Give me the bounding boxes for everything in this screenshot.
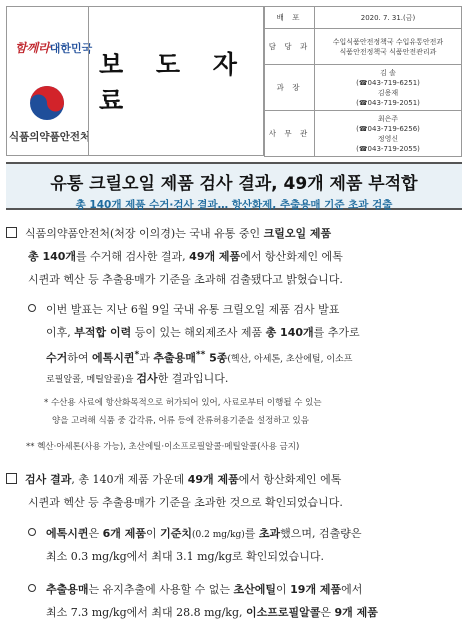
text-run: 수거 <box>46 351 68 365</box>
director-line: 김용재 <box>377 88 399 97</box>
circle-bullet-icon <box>28 528 36 536</box>
footnote-mark: * <box>134 350 140 360</box>
department-line: 수입식품안전정책국 수입유통안전과 <box>332 37 444 46</box>
taegeuk-emblem-icon <box>29 85 65 121</box>
square-bullet-icon <box>6 473 17 484</box>
text-run: 검사 결과 <box>25 473 72 486</box>
text-run: 에톡시퀸 <box>46 527 89 540</box>
text-run: 크릴오일 제품 <box>263 227 332 240</box>
text-run: 은 <box>88 527 103 540</box>
text-run: 이번 발표는 지난 6월 9일 국내 유통 크릴오일 제품 검사 발표 <box>46 303 340 316</box>
paragraph-summary <box>6 222 462 291</box>
text-run: 이 <box>276 583 291 596</box>
text-run: 했으며, 검출량은 <box>280 527 362 540</box>
text-run: 최소 7.3 mg/kg에서 최대 28.8 mg/kg, <box>46 606 246 619</box>
release-date-value: 2020. 7. 31.(금) <box>315 7 462 29</box>
text-run: 이소프로필알콜 <box>246 606 321 619</box>
text-run: 총 140개 <box>265 326 314 339</box>
text-run: 총 140개 <box>28 250 77 263</box>
headline: 유통 크릴오일 제품 검사 결과, 49개 제품 부적합 <box>50 174 418 194</box>
department-value <box>315 29 462 65</box>
text-run: 를 <box>244 527 259 540</box>
text-run: 초산에틸 <box>233 583 277 596</box>
press-release-title-cell <box>88 6 264 156</box>
footnote-mark: ** <box>195 350 206 360</box>
department-line: 식품안전정책국 식품안전관리과 <box>339 47 437 56</box>
text-run: 추출용매 <box>46 583 89 596</box>
subheadline: 총 140개 제품 수거·검사 결과… 항산화제, 추출용매 기준 초과 검출 <box>75 199 393 211</box>
text-run: 5종 <box>205 351 228 365</box>
circle-bullet-icon <box>28 584 36 592</box>
director-label: 과 장 <box>265 65 315 111</box>
officer-line: (☎043-719-6256) <box>356 124 420 133</box>
text-run: 등이 있는 해외제조사 제품 <box>131 326 266 339</box>
officer-value <box>315 111 462 157</box>
release-date-label: 배 포 <box>265 7 315 29</box>
text-run: 에톡시퀸 <box>92 351 135 365</box>
text-run: 에서 항산화제인 에톡 <box>238 473 342 486</box>
officer-line: 정영신 <box>377 134 399 143</box>
text-run: 이후, <box>46 326 75 339</box>
slogan-blue: 대한민국 <box>49 42 93 55</box>
text-run: (헥산, 아세톤, 초산에틸, 이소프 <box>227 354 353 365</box>
officer-line: (☎043-719-2055) <box>356 144 420 153</box>
text-run: 최소 0.3 mg/kg에서 최대 3.1 mg/kg로 확인되었습니다. <box>46 550 324 563</box>
text-run: 에서 항산화제인 에톡 <box>240 250 343 263</box>
slogan-red: 함께라 <box>15 41 50 55</box>
footnote-line: ** 헥산·아세톤(사용 가능), 초산에틸·이소프로필알콜·메틸알콜(사용 금지) <box>26 442 300 452</box>
press-header <box>6 6 462 156</box>
director-line: 김 솔 <box>380 68 396 77</box>
square-bullet-icon <box>6 227 17 238</box>
paragraph-background <box>6 298 462 390</box>
logo-area <box>6 6 93 156</box>
text-run: 는 유지추출에 사용할 수 없는 <box>88 583 234 596</box>
text-run: 로필알콜, 메틸알콜)을 <box>46 375 137 385</box>
officer-label: 사 무 관 <box>265 111 315 157</box>
department-label: 담 당 과 <box>265 29 315 65</box>
agency-name: 식품의약품안전처 <box>9 131 91 143</box>
text-run: (0.2 mg/kg) <box>192 530 245 540</box>
footnote-2 <box>6 438 462 456</box>
footnote-1 <box>6 394 462 430</box>
text-run: 에서 <box>341 583 363 596</box>
text-run: 과 <box>139 351 154 365</box>
text-run: 시퀸과 헥산 등 추출용매가 기준을 초과한 것으로 확인되었습니다. <box>28 496 343 509</box>
footnote-line: 양을 고려해 식품 중 갑각류, 어류 등에 잔류허용기준을 설정하고 있음 <box>52 416 309 426</box>
slogan-logo <box>15 39 92 56</box>
text-run: 를 추가로 <box>313 326 360 339</box>
text-run: 추출용매 <box>153 351 196 365</box>
text-run: 이 <box>146 527 161 540</box>
text-run: 한 결과입니다. <box>157 372 229 385</box>
text-run: 하여 <box>67 351 93 365</box>
contact-info-table <box>264 6 462 157</box>
text-run: 검사 <box>136 372 158 385</box>
text-run: 49개 제품 <box>187 473 239 486</box>
headline-band <box>6 162 462 210</box>
text-run: 식품의약품안전처(처장 이의경)는 국내 유통 중인 <box>25 227 264 240</box>
director-line: (☎043-719-6251) <box>356 78 420 87</box>
director-line: (☎043-719-2051) <box>356 98 420 107</box>
text-run: 9개 제품 <box>334 606 378 619</box>
director-value <box>315 65 462 111</box>
text-run: 기준치 <box>160 527 193 540</box>
footnote-line: * 수산용 사료에 항산화목적으로 허가되어 있어, 사료로부터 이행될 수 있는 <box>44 398 322 408</box>
paragraph-ethoxyquin <box>6 522 462 568</box>
text-run: 은 <box>320 606 335 619</box>
press-release-title: 보 도 자 료 <box>99 50 249 115</box>
text-run: , 총 140개 제품 가운데 <box>71 473 188 486</box>
text-run: 부적합 이력 <box>74 326 132 339</box>
text-run: 6개 제품 <box>102 527 147 540</box>
paragraph-results <box>6 468 462 514</box>
text-run: 시퀸과 헥산 등 추출용매가 기준을 초과해 검출됐다고 밝혔습니다. <box>28 273 343 286</box>
circle-bullet-icon <box>28 304 36 312</box>
officer-line: 최은주 <box>377 114 399 123</box>
text-run: 를 수거해 검사한 결과, <box>76 250 190 263</box>
text-run: 49개 제품 <box>189 250 241 263</box>
text-run: 19개 제품 <box>290 583 342 596</box>
paragraph-solvents <box>6 578 462 624</box>
text-run: 초과 <box>258 527 281 540</box>
